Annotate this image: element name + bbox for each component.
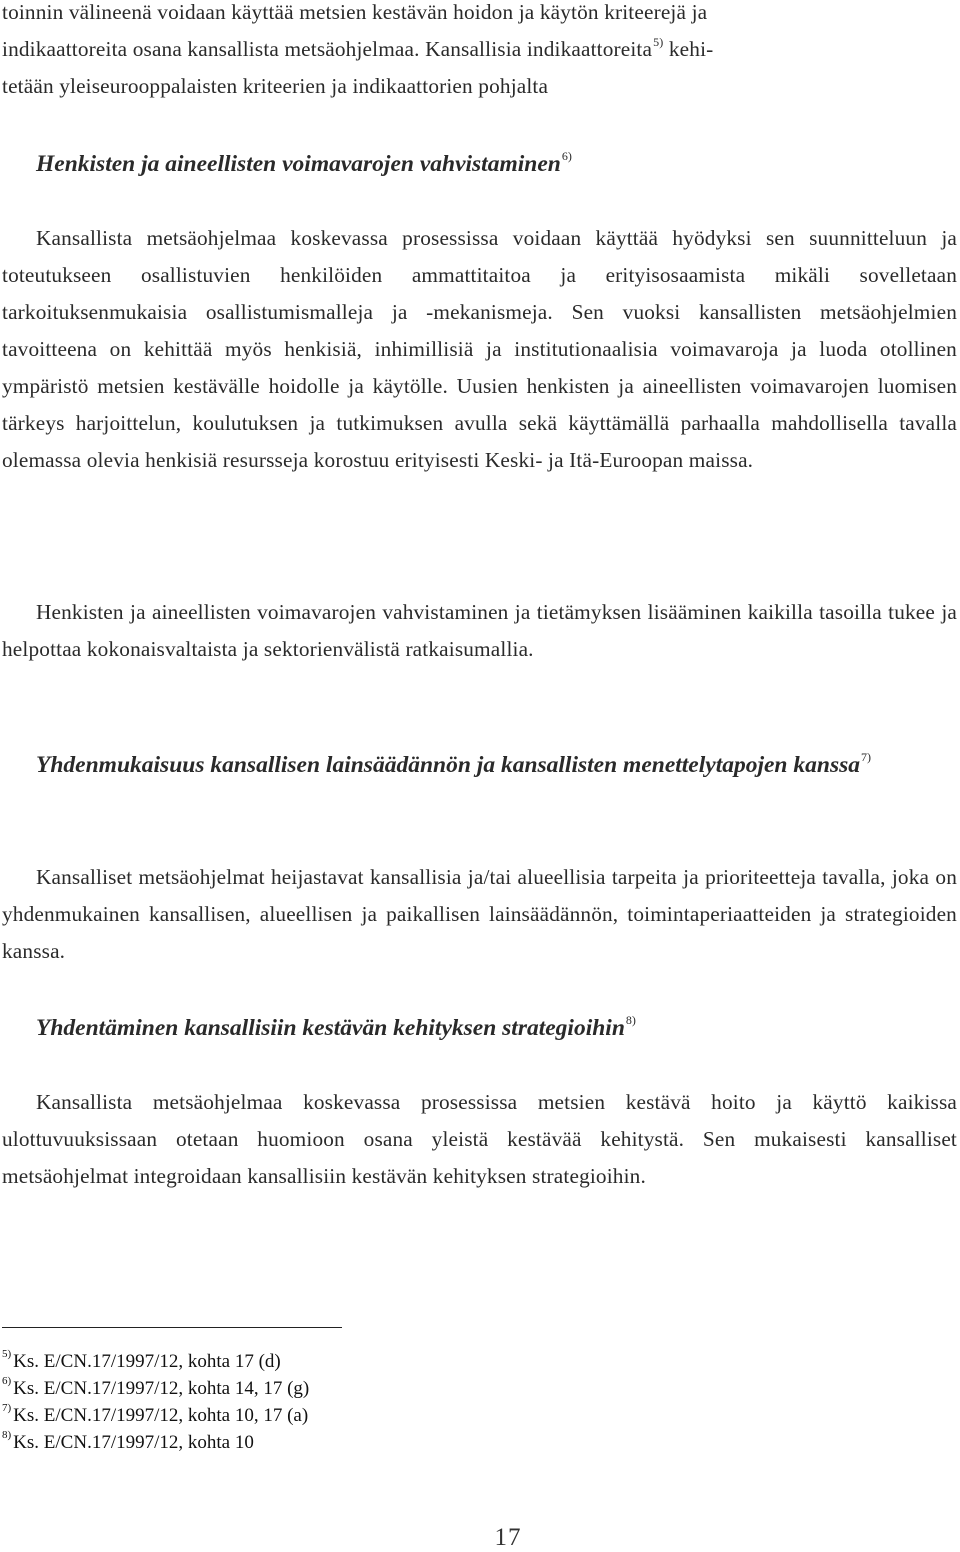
heading-text: Henkisten ja aineellisten voimavarojen vahvistaminen: [36, 151, 561, 177]
paragraph-line: kehi-: [663, 37, 714, 61]
paragraph-text: Kansallista metsäohjelmaa koskevassa prosessissa metsien kestävä hoito ja käyttö kaikissa ulottuvuuksissaan otetaan huomioon osana yleistä kestävää kehitystä. Sen mukaisesti kansalliset metsäohjelmat integroidaan kansallisiin kestävän kehityksen strategioihin.: [2, 1090, 957, 1188]
footnote-ref-5: 5): [653, 34, 664, 49]
footnote-6: [2, 1375, 602, 1402]
paragraph-line: indikaattoreita osana kansallista metsäohjelmaa. Kansallisia indikaattoreita: [2, 37, 653, 61]
footnote-ref-8: 8): [625, 1013, 636, 1028]
footnote-divider: [2, 1327, 342, 1328]
footnote-7: [2, 1402, 602, 1429]
footnotes: [2, 1348, 602, 1456]
heading-text: Yhdenmukaisuus kansallisen lainsäädännön ja kansallisten menettelytapojen kanssa: [36, 752, 860, 778]
paragraph-text: Henkisten ja aineellisten voimavarojen vahvistaminen ja tietämyksen lisääminen kaikilla tasoilla tukee ja helpottaa kokonaisvaltaista ja sektorienvälistä ratkaisumallia.: [2, 600, 957, 661]
footnote-5: [2, 1348, 602, 1375]
paragraph-text: Kansallista metsäohjelmaa koskevassa prosessissa voidaan käyttää hyödyksi sen suunnitteluun ja toteutukseen osallistuvien henkilöiden ammattitaitoa ja erityisosaamista mikäli sovelletaan tarkoituksenmukaisia osallistumismalleja ja -mekanismeja. Sen vuoksi kansallisten metsäohjelmien tavoitteena on kehittää myös henkisiä, inhimillisiä ja institutionaalisia voimavaroja ja luoda otollinen ympäristö metsien kestävälle hoidolle ja käytölle. Uusien henkisten ja aineellisten voimavarojen luomisen tärkeys harjoittelun, koulutuksen ja tutkimuksen avulla sekä käyttämällä parhaalla mahdollisella tavalla olemassa olevia henkisiä resursseja korostuu erityisesti Keski- ja Itä-Euroopan maissa.: [2, 226, 957, 472]
paragraph-text: Kansalliset metsäohjelmat heijastavat kansallisia ja/tai alueellisia tarpeita ja prioriteetteja tavalla, joka on yhdenmukainen kansallisen, alueellisen ja paikallisen lainsäädännön, toimintaperiaatteiden ja strategioiden kanssa.: [2, 865, 957, 963]
footnote-text: Ks. E/CN.17/1997/12, kohta 14, 17 (g): [13, 1378, 310, 1399]
footnote-ref-6: 6): [561, 149, 572, 164]
paragraph-continuation: [2, 0, 957, 105]
footnote-8: [2, 1429, 602, 1456]
footnote-text: Ks. E/CN.17/1997/12, kohta 17 (d): [13, 1351, 281, 1372]
paragraph-line: tetään yleiseurooppalaisten kriteerien ja indikaattorien pohjalta: [2, 74, 549, 98]
footnote-ref-7: 7): [861, 750, 871, 765]
footnote-text: Ks. E/CN.17/1997/12, kohta 10: [13, 1432, 254, 1453]
paragraph-legislation: [2, 859, 957, 970]
footnote-mark: 8): [2, 1428, 12, 1441]
heading-text: Yhdentäminen kansallisiin kestävän kehityksen strategioihin: [36, 1015, 625, 1041]
section-heading-resources: [2, 146, 957, 182]
paragraph-knowledge: [2, 594, 957, 668]
section-heading-legislation: [2, 747, 957, 783]
paragraph-line: toinnin välineenä voidaan käyttää metsien kestävän hoidon ja käytön kriteerejä ja: [2, 0, 708, 24]
footnote-mark: 7): [2, 1401, 12, 1414]
paragraph-resources: [2, 220, 957, 479]
paragraph-strategies: [2, 1084, 957, 1195]
footnote-mark: 6): [2, 1374, 12, 1387]
footnote-text: Ks. E/CN.17/1997/12, kohta 10, 17 (a): [13, 1405, 309, 1426]
section-heading-strategies: [2, 1010, 957, 1046]
footnote-mark: 5): [2, 1347, 12, 1360]
page-number: 17: [494, 1524, 522, 1551]
